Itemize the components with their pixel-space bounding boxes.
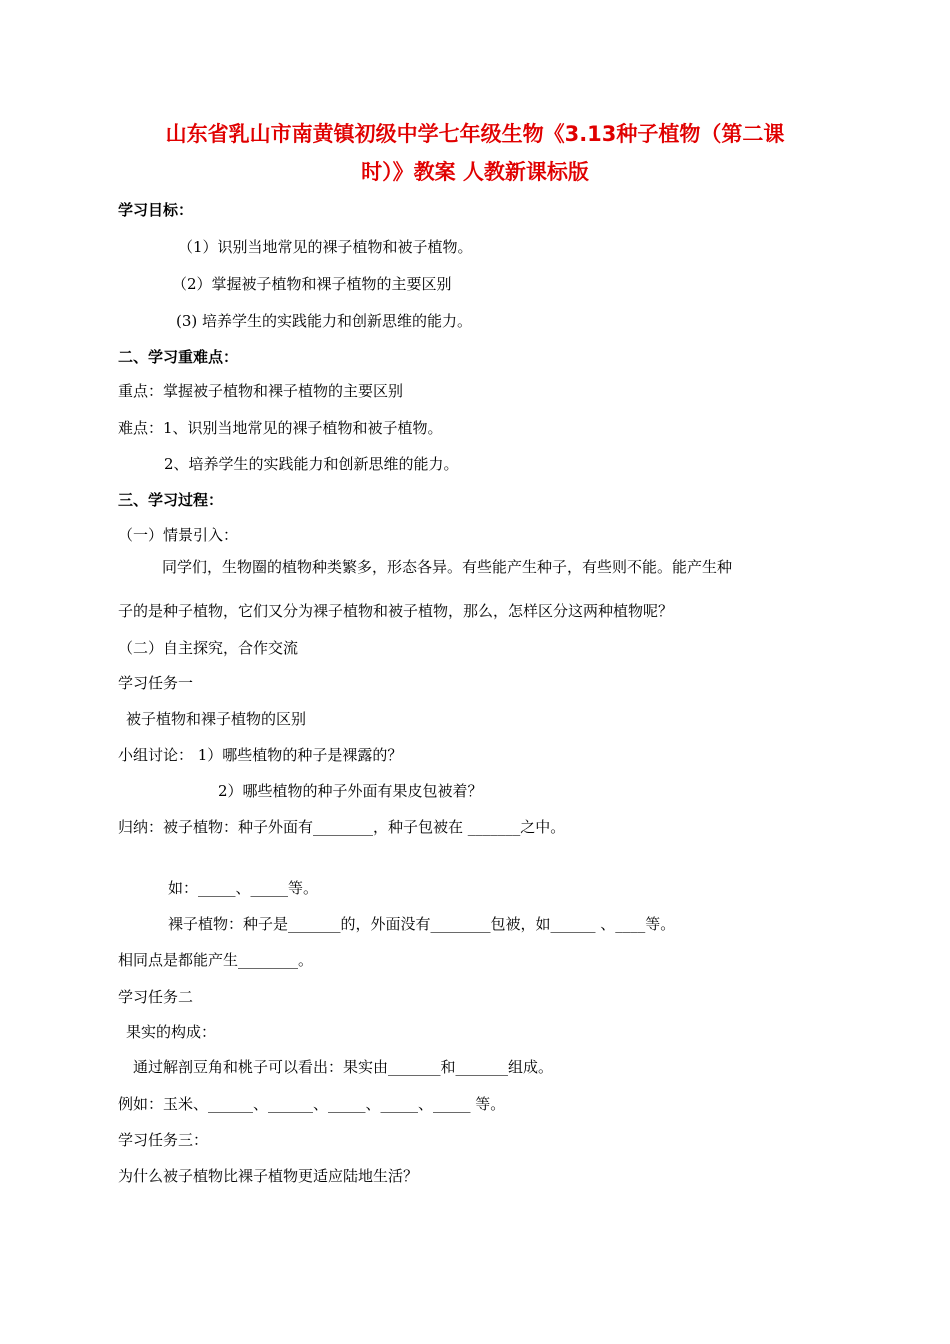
task2-topic: 果实的构成： <box>126 1023 217 1041</box>
process-heading: 三、学习过程： <box>118 491 224 509</box>
key-points-heading: 二、学习重难点： <box>118 348 239 366</box>
objective-item-3: (3) 培养学生的实践能力和创新思维的能力。 <box>176 312 473 330</box>
part1-heading: （一）情景引入： <box>118 526 239 544</box>
doc-title-line1: 山东省乳山市南黄镇初级中学七年级生物《3.13种子植物（第二课 <box>165 122 785 146</box>
summary-examples: 如：_____、_____等。 <box>168 879 319 897</box>
key-point: 重点：掌握被子植物和裸子植物的主要区别 <box>118 382 404 400</box>
summary-common: 相同点是都能产生________。 <box>118 951 314 969</box>
task3-question: 为什么被子植物比裸子植物更适应陆地生活？ <box>118 1167 419 1185</box>
fruit-examples: 例如：玉米、______、______、_____、_____、_____ 等。 <box>118 1095 506 1113</box>
difficulty-1: 难点：1、识别当地常见的裸子植物和被子植物。 <box>118 419 443 437</box>
part2-heading: （二）自主探究，合作交流 <box>118 639 299 657</box>
task1-topic: 被子植物和裸子植物的区别 <box>126 710 307 728</box>
summary-gymnosperm: 裸子植物：种子是_______的，外面没有________包被，如______ 、____等。 <box>168 915 676 933</box>
task2-label: 学习任务二 <box>118 988 194 1006</box>
objective-item-2: （2）掌握被子植物和裸子植物的主要区别 <box>172 275 452 293</box>
task3-label: 学习任务三： <box>118 1131 209 1149</box>
discussion-question-2: 2）哪些植物的种子外面有果皮包被着？ <box>218 782 483 800</box>
doc-title-line2: 时）》教案 人教新课标版 <box>361 160 589 184</box>
fruit-composition: 通过解剖豆角和桃子可以看出：果实由_______和_______组成。 <box>133 1058 554 1076</box>
intro-line-1: 同学们，生物圈的植物种类繁多，形态各异。有些能产生种子，有些则不能。能产生种 <box>162 558 733 576</box>
discussion-question-1: 小组讨论： 1）哪些植物的种子是裸露的？ <box>118 746 403 764</box>
intro-line-2: 子的是种子植物，它们又分为裸子植物和被子植物，那么，怎样区分这两种植物呢？ <box>118 602 674 620</box>
task1-label: 学习任务一 <box>118 674 194 692</box>
summary-angiosperm: 归纳：被子植物：种子外面有________，种子包被在 _______之中。 <box>118 818 566 836</box>
objective-item-1: （1）识别当地常见的裸子植物和被子植物。 <box>178 238 473 256</box>
objectives-heading: 学习目标： <box>118 201 194 219</box>
difficulty-2: 2、培养学生的实践能力和创新思维的能力。 <box>164 455 459 473</box>
